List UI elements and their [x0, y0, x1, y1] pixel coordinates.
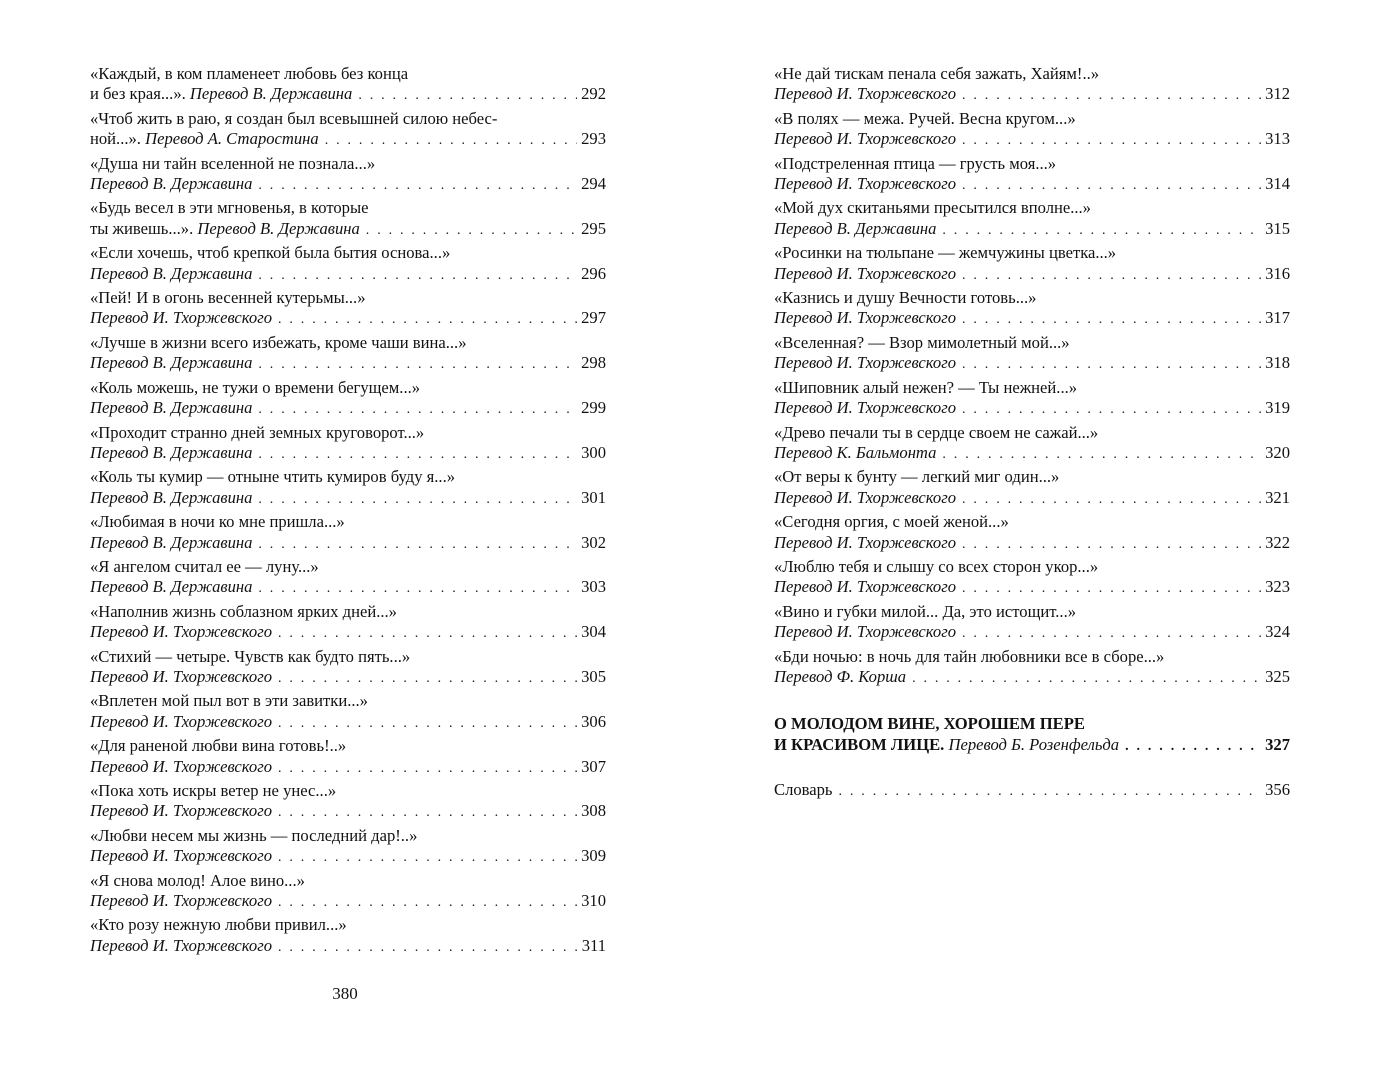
toc-entry-translator-line [90, 891, 606, 913]
toc-entry-translator-text [774, 219, 936, 239]
toc-entry-translator-text [774, 84, 956, 104]
toc-entry-title [90, 512, 606, 532]
toc-entry-translator: Перевод И. Тхоржевского [90, 756, 272, 776]
toc-entry-translator-line [774, 308, 1290, 330]
toc-entry [774, 64, 1290, 107]
toc-entry [90, 602, 606, 645]
toc-entry-page-number: 292 [581, 84, 606, 104]
toc-entry-translator-text [774, 308, 956, 328]
toc-right-entries [774, 64, 1290, 691]
toc-entry-title [90, 198, 606, 218]
toc-entry-title [774, 467, 1290, 487]
dot-leader [278, 938, 578, 958]
toc-entry-translator-line [90, 846, 606, 868]
toc-entry-title-text: «Люблю тебя и слышу со всех сторон укор...» [774, 556, 1099, 576]
toc-entry-title [90, 736, 606, 756]
toc-entry-translator: Перевод А. Старостина [145, 129, 319, 149]
toc-entry-title-text: «Чтоб жить в раю, я создан был всевышней силою небес- [90, 108, 498, 128]
dot-leader [258, 176, 577, 196]
toc-entry-translator: Перевод В. Державина [90, 263, 253, 283]
dot-leader [962, 400, 1261, 420]
toc-entry-title-text: «Вселенная? — Взор мимолетный мой...» [774, 332, 1070, 352]
toc-entry-translator-text [90, 667, 272, 687]
toc-entry-translator: Перевод И. Тхоржевского [774, 487, 956, 507]
dot-leader [258, 400, 577, 420]
toc-entry-page-number: 299 [581, 398, 606, 418]
toc-entry-page-number: 319 [1265, 398, 1290, 418]
toc-entry-title [774, 423, 1290, 443]
toc-entry-translator-line [774, 84, 1290, 106]
dot-leader [962, 176, 1261, 196]
toc-entry [774, 467, 1290, 510]
toc-entry-translator-text [774, 667, 906, 687]
dot-leader [942, 445, 1261, 465]
toc-entry [774, 557, 1290, 600]
toc-entry-title-continuation: и без края...». [90, 84, 190, 104]
toc-entry-translator-text [774, 264, 956, 284]
toc-entry-title [90, 64, 606, 84]
dot-leader [278, 848, 577, 868]
toc-entry-page-number: 302 [581, 532, 606, 552]
toc-entry-page-number: 295 [581, 218, 606, 238]
toc-entry-title [774, 647, 1290, 667]
toc-entry-page-number: 322 [1265, 532, 1290, 552]
toc-entry-title [90, 243, 606, 263]
toc-entry-page-number: 301 [581, 487, 606, 507]
toc-entry [90, 467, 606, 510]
toc-entry-translator-line [90, 488, 606, 510]
toc-entry-translator-line [774, 219, 1290, 241]
toc-entry [774, 154, 1290, 197]
dot-leader [278, 624, 577, 644]
toc-entry [90, 154, 606, 197]
toc-entry-title [90, 915, 606, 935]
toc-entry-title [774, 602, 1290, 622]
toc-entry-translator-line [774, 622, 1290, 644]
toc-entry-page-number: 321 [1265, 487, 1290, 507]
toc-entry-translator: Перевод И. Тхоржевского [90, 801, 272, 821]
toc-entry-translator-line [90, 801, 606, 823]
toc-entry [90, 691, 606, 734]
toc-entry-translator-line [774, 264, 1290, 286]
toc-entry-translator-line [90, 577, 606, 599]
toc-entry-translator-line [90, 667, 606, 689]
toc-entry [774, 288, 1290, 331]
toc-entry-title [774, 154, 1290, 174]
toc-entry-translator-line [774, 129, 1290, 151]
dot-leader [962, 86, 1261, 106]
toc-entry [90, 288, 606, 331]
toc-entry-translator-text [774, 174, 956, 194]
toc-entry-translator-line [774, 667, 1290, 689]
toc-entry-title-text: «Росинки на тюльпане — жемчужины цветка...» [774, 243, 1117, 263]
toc-entry-translator-text [90, 84, 352, 104]
toc-entry-page-number: 304 [581, 622, 606, 642]
toc-entry [90, 109, 606, 152]
toc-entry-translator-text [90, 129, 319, 149]
toc-entry-title-text: «Бди ночью: в ночь для тайн любовники все в сборе...» [774, 646, 1165, 666]
dot-leader [278, 669, 577, 689]
section-title-line2 [774, 735, 1290, 757]
toc-entry-page-number: 298 [581, 353, 606, 373]
toc-entry-title-text: «Проходит странно дней земных круговорот...» [90, 422, 425, 442]
toc-entry-title [774, 378, 1290, 398]
toc-entry-page-number: 293 [581, 129, 606, 149]
toc-entry-title-text: «Шиповник алый нежен? — Ты нежней...» [774, 377, 1078, 397]
toc-entry-translator-line [774, 353, 1290, 375]
toc-entry-translator: Перевод И. Тхоржевского [90, 891, 272, 911]
toc-entry-translator-text [774, 398, 956, 418]
toc-entry [774, 602, 1290, 645]
toc-entry [774, 512, 1290, 555]
toc-entry-translator-line [774, 398, 1290, 420]
toc-entry-translator-text [90, 533, 252, 553]
toc-entry [90, 871, 606, 914]
toc-entry-translator-text [90, 757, 272, 777]
toc-entry-title [90, 557, 606, 577]
toc-entry-title-continuation: ной...». [90, 129, 146, 149]
toc-entry-page-number: 313 [1265, 129, 1290, 149]
toc-entry-title-text: «Казнись и душу Вечности готовь...» [774, 288, 1037, 308]
toc-entry [774, 378, 1290, 421]
toc-entry-title-text: «Для раненой любви вина готовь!..» [90, 736, 347, 756]
toc-entry [90, 198, 606, 241]
toc-entry-translator: Перевод В. Державина [90, 174, 253, 194]
toc-entry [90, 781, 606, 824]
toc-entry-translator-line [774, 577, 1290, 599]
dot-leader [912, 669, 1261, 689]
toc-entry-translator: Перевод И. Тхоржевского [90, 846, 272, 866]
toc-entry-title-text: «В полях — межа. Ручей. Весна кругом...» [774, 108, 1076, 128]
toc-entry-translator-text [90, 846, 272, 866]
toc-entry-translator: Перевод И. Тхоржевского [774, 263, 956, 283]
toc-entry-title [774, 557, 1290, 577]
toc-entry-translator: Перевод И. Тхоржевского [774, 174, 956, 194]
toc-entry-title [774, 288, 1290, 308]
section-translator: Перевод Б. Розенфельда [948, 734, 1120, 754]
toc-entry-page-number: 314 [1265, 174, 1290, 194]
dot-leader [942, 221, 1261, 241]
toc-entry-translator-line [90, 936, 606, 958]
toc-entry-translator: Перевод И. Тхоржевского [774, 622, 956, 642]
toc-entry-translator-text [90, 443, 252, 463]
dot-leader [962, 579, 1261, 599]
toc-entry-title [90, 691, 606, 711]
toc-entry-translator: Перевод В. Державина [197, 218, 360, 238]
toc-entry-title-text: «От веры к бунту — легкий миг один...» [774, 467, 1060, 487]
toc-entry-translator: Перевод В. Державина [90, 532, 253, 552]
dot-leader [278, 310, 577, 330]
toc-entry-translator-text [90, 577, 252, 597]
toc-entry-title [90, 647, 606, 667]
toc-entry-translator-line [774, 174, 1290, 196]
toc-entry-title-text: «Я ангелом считал ее — луну...» [90, 556, 319, 576]
toc-entry-translator: Перевод И. Тхоржевского [90, 935, 272, 955]
toc-entry-title [774, 198, 1290, 218]
toc-entry-title-text: «Древо печали ты в сердце своем не сажай...» [774, 422, 1099, 442]
section-title-text1: О МОЛОДОМ ВИНЕ, ХОРОШЕМ ПЕРЕ [774, 714, 1085, 734]
toc-entry-title-text: «Коль можешь, не тужи о времени бегущем...» [90, 377, 421, 397]
toc-entry-title-text: «Стихий — четыре. Чувств как будто пять...» [90, 646, 411, 666]
toc-entry-translator-text [774, 533, 956, 553]
toc-entry-translator-line [774, 443, 1290, 465]
toc-entry-translator: Перевод И. Тхоржевского [90, 711, 272, 731]
index-entry [774, 780, 1290, 802]
dot-leader [1125, 737, 1261, 757]
toc-entry [774, 243, 1290, 286]
toc-entry-translator-line [90, 712, 606, 734]
toc-entry-page-number: 297 [581, 308, 606, 328]
dot-leader [358, 86, 577, 106]
toc-entry-translator: Перевод И. Тхоржевского [774, 577, 956, 597]
toc-entry-title [90, 467, 606, 487]
toc-entry [90, 915, 606, 958]
toc-entry-translator-text [774, 443, 936, 463]
toc-entry-title-text: «Коль ты кумир — отныне чтить кумиров буду я...» [90, 467, 456, 487]
toc-entry [90, 64, 606, 107]
toc-entry-translator-line [774, 488, 1290, 510]
toc-entry-title [774, 512, 1290, 532]
dot-leader [839, 782, 1262, 802]
toc-entry [774, 198, 1290, 241]
toc-entry-page-number: 325 [1265, 666, 1290, 686]
toc-entry-translator-text [90, 622, 272, 642]
toc-entry-translator-text [774, 622, 956, 642]
dot-leader [258, 490, 577, 510]
toc-entry [774, 109, 1290, 152]
dot-leader [258, 266, 577, 286]
toc-entry-title-text: «Пока хоть искры ветер не унес...» [90, 781, 337, 800]
toc-entry-translator-line [90, 533, 606, 555]
toc-entry-translator-line [90, 443, 606, 465]
toc-entry [90, 512, 606, 555]
toc-entry-title-text: «Кто розу нежную любви привил...» [90, 915, 347, 935]
toc-entry-translator-line [90, 622, 606, 644]
dot-leader [962, 624, 1261, 644]
toc-entry-page-number: 300 [581, 442, 606, 462]
dot-leader [278, 714, 577, 734]
toc-entry [90, 378, 606, 421]
toc-entry-page-number: 323 [1265, 577, 1290, 597]
toc-entry-translator-text [774, 577, 956, 597]
toc-entry-title-text: «Любимая в ночи ко мне пришла...» [90, 512, 345, 532]
toc-entry-title-text: «Мой дух скитаньями пресытился вполне...» [774, 198, 1091, 218]
toc-entry-page-number: 307 [581, 756, 606, 776]
toc-entry-translator: Перевод Ф. Корша [774, 666, 907, 686]
toc-entry-translator-line [90, 353, 606, 375]
toc-entry-page-number: 294 [581, 174, 606, 194]
dot-leader [325, 131, 577, 151]
toc-entry-translator: Перевод В. Державина [90, 442, 253, 462]
index-label: Словарь [774, 780, 833, 800]
toc-entry-translator-line [90, 129, 606, 151]
toc-entry-page-number: 309 [581, 846, 606, 866]
toc-entry-page-number: 305 [581, 666, 606, 686]
toc-entry-title [90, 288, 606, 308]
toc-entry [90, 423, 606, 466]
toc-entry-translator: Перевод В. Державина [90, 577, 253, 597]
toc-entry-translator-text [774, 488, 956, 508]
toc-entry-title [90, 602, 606, 622]
toc-entry-translator-text [774, 353, 956, 373]
toc-entry-title-text: «Не дай тискам пенала себя зажать, Хайям!..» [774, 64, 1100, 83]
toc-entry-translator: Перевод В. Державина [774, 218, 937, 238]
index-page-number: 356 [1265, 780, 1290, 800]
section-title-text2-main: И КРАСИВОМ ЛИЦЕ. [774, 734, 949, 754]
toc-entry [774, 647, 1290, 690]
toc-entry-title [90, 333, 606, 353]
toc-entry-page-number: 310 [581, 891, 606, 911]
dot-leader [278, 893, 577, 913]
toc-entry-translator-text [90, 219, 360, 239]
toc-entry-translator-text [90, 308, 272, 328]
toc-entry-translator: Перевод В. Державина [90, 487, 253, 507]
toc-entry-translator-text [90, 801, 272, 821]
toc-entry-translator: Перевод И. Тхоржевского [774, 84, 956, 104]
toc-entry-title-text: «Пей! И в огонь весенней кутерьмы...» [90, 288, 366, 308]
toc-entry-title [90, 378, 606, 398]
toc-entry [90, 243, 606, 286]
toc-entry-translator: Перевод И. Тхоржевского [774, 308, 956, 328]
toc-entry-title-text: «Любви несем мы жизнь — последний дар!..» [90, 825, 418, 845]
dot-leader [962, 131, 1261, 151]
toc-entry-translator: Перевод И. Тхоржевского [774, 398, 956, 418]
dot-leader [258, 579, 577, 599]
toc-entry-title [774, 109, 1290, 129]
dot-leader [962, 490, 1261, 510]
toc-entry-title [90, 423, 606, 443]
toc-entry-page-number: 320 [1265, 442, 1290, 462]
toc-entry-translator: Перевод И. Тхоржевского [90, 622, 272, 642]
toc-entry-translator-line [90, 219, 606, 241]
toc-entry-translator-line [90, 757, 606, 779]
toc-entry-page-number: 311 [581, 935, 606, 955]
dot-leader [278, 759, 577, 779]
toc-entry-title-text: «Будь весел в эти мгновенья, в которые [90, 198, 369, 218]
toc-entry-title [90, 871, 606, 891]
toc-entry-page-number: 317 [1265, 308, 1290, 328]
toc-entry [90, 736, 606, 779]
toc-entry-title-text: «Каждый, в ком пламенеет любовь без конца [90, 64, 409, 83]
dot-leader [278, 803, 577, 823]
toc-entry-translator-text [90, 353, 252, 373]
toc-entry-translator: Перевод И. Тхоржевского [774, 353, 956, 373]
toc-entry-translator-line [90, 174, 606, 196]
toc-entry-page-number: 312 [1265, 84, 1290, 104]
toc-entry-page-number: 315 [1265, 218, 1290, 238]
dot-leader [962, 535, 1261, 555]
dot-leader [962, 266, 1261, 286]
toc-entry-translator: Перевод В. Державина [90, 398, 253, 418]
toc-entry-translator-text [90, 398, 252, 418]
dot-leader [962, 355, 1261, 375]
toc-entry-title-continuation: ты живешь...». [90, 218, 198, 238]
toc-left-column [90, 64, 606, 960]
toc-entry-page-number: 296 [581, 263, 606, 283]
toc-entry-title [774, 243, 1290, 263]
dot-leader [258, 355, 577, 375]
toc-entry-title [90, 826, 606, 846]
section-title-text2 [774, 735, 1119, 755]
toc-entry-translator-text [90, 264, 252, 284]
toc-entry-translator-text [90, 174, 252, 194]
toc-entry-page-number: 316 [1265, 263, 1290, 283]
section-title-line1 [774, 714, 1290, 734]
page-number: 380 [332, 984, 358, 1003]
toc-entry-title [90, 154, 606, 174]
toc-entry-title-text: «Вино и губки милой... Да, это истощит...» [774, 601, 1077, 621]
toc-entry-translator-line [774, 533, 1290, 555]
section-page-number: 327 [1265, 734, 1290, 754]
dot-leader [366, 221, 577, 241]
toc-entry-title-text: «Если хочешь, чтоб крепкой была бытия основа...» [90, 243, 451, 263]
toc-entry-translator: Перевод И. Тхоржевского [90, 666, 272, 686]
toc-entry-title [90, 109, 606, 129]
toc-entry-title [774, 64, 1290, 84]
toc-entry-translator: Перевод И. Тхоржевского [774, 532, 956, 552]
toc-entry-title [774, 333, 1290, 353]
toc-entry-translator: Перевод И. Тхоржевского [90, 308, 272, 328]
toc-entry-translator-text [90, 712, 272, 732]
toc-entry-page-number: 324 [1265, 622, 1290, 642]
toc-entry-title [90, 781, 606, 801]
toc-entry-page-number: 306 [581, 711, 606, 731]
toc-entry-translator: Перевод И. Тхоржевского [774, 129, 956, 149]
toc-entry-title-text: «Вплетен мой пыл вот в эти завитки...» [90, 691, 368, 711]
toc-entry-translator-text [90, 488, 252, 508]
toc-entry-page-number: 318 [1265, 353, 1290, 373]
toc-entry-translator-text [90, 936, 272, 956]
toc-entry-translator-line [90, 398, 606, 420]
toc-entry [90, 826, 606, 869]
toc-entry-translator-line [90, 308, 606, 330]
section-title [774, 714, 1290, 757]
toc-entry-page-number: 303 [581, 577, 606, 597]
toc-entry-translator-text [90, 891, 272, 911]
toc-entry-translator: Перевод К. Бальмонта [774, 442, 937, 462]
toc-entry [90, 647, 606, 690]
dot-leader [258, 535, 577, 555]
toc-entry [90, 333, 606, 376]
toc-entry-title-text: «Сегодня оргия, с моей женой...» [774, 512, 1009, 532]
toc-entry-translator-line [90, 264, 606, 286]
toc-right-column [774, 64, 1290, 803]
toc-entry [774, 333, 1290, 376]
toc-entry-page-number: 308 [581, 801, 606, 821]
toc-entry [90, 557, 606, 600]
toc-entry-translator-text [774, 129, 956, 149]
toc-entry-title-text: «Наполнив жизнь соблазном ярких дней...» [90, 601, 397, 621]
toc-entry-translator: Перевод В. Державина [90, 353, 253, 373]
toc-entry-title-text: «Душа ни тайн вселенной не познала...» [90, 153, 376, 173]
toc-entry-title-text: «Лучше в жизни всего избежать, кроме чаши вина...» [90, 332, 467, 352]
toc-entry [774, 423, 1290, 466]
toc-entry-translator: Перевод В. Державина [189, 84, 353, 104]
dot-leader [258, 445, 577, 465]
toc-entry-title-text: «Я снова молод! Алое вино...» [90, 870, 305, 890]
toc-entry-title-text: «Подстреленная птица — грусть моя...» [774, 153, 1057, 173]
dot-leader [962, 310, 1261, 330]
toc-entry-translator-line [90, 84, 606, 106]
